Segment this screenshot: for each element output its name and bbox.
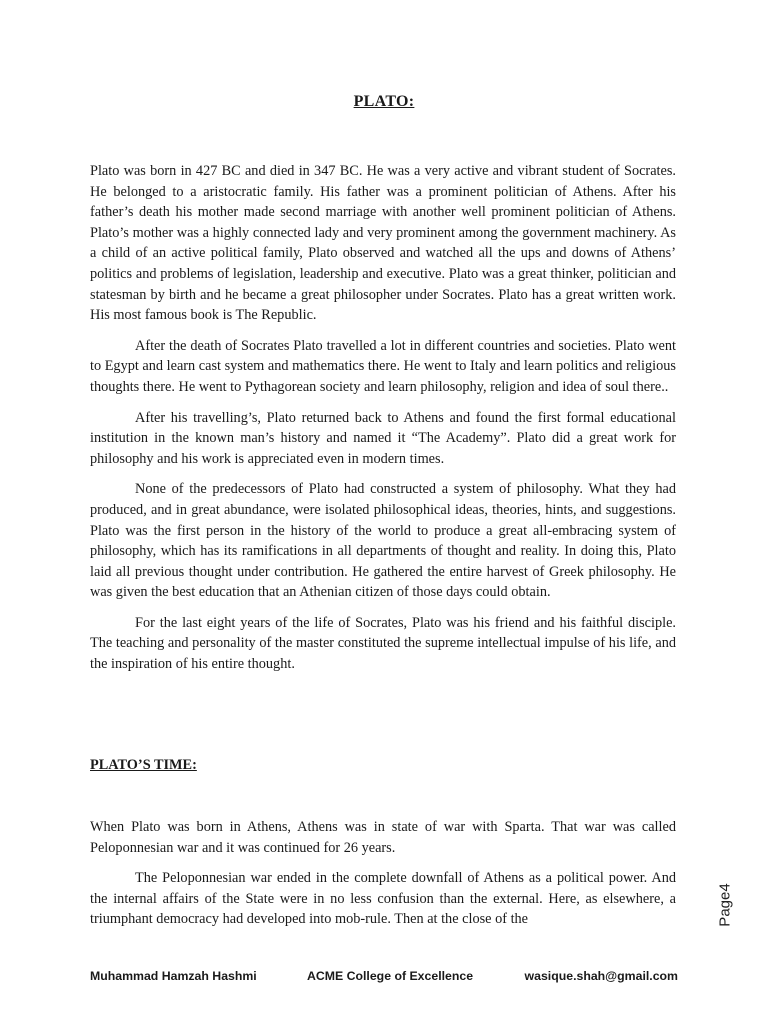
page-number-label: Page4 [716, 883, 734, 927]
paragraph: The Peloponnesian war ended in the complete downfall of Athens as a political power. And the internal affairs of the State were in no less confusion than the external. Here, as elsewhere, a triumphant democracy had developed into mob-rule. Then at the close of the [90, 870, 676, 928]
paragraph: When Plato was born in Athens, Athens was in state of war with Sparta. That war was called Peloponnesian war and it was continued for 26 years. [90, 819, 676, 856]
paragraph: Plato was born in 427 BC and died in 347 BC. He was a very active and vibrant student of Socrates. He belonged to a aristocratic family. His father was a prominent politician of Athens. After his father’s death his mother made second marriage with another well prominent politician of Athens. Plato’s mother was a highly connected lady and very prominent among the government machinery. As a child of an active political family, Plato observed and watched all the ups and downs of Athens’ politics and problems of legislation, leadership and executive. Plato was a great thinker, politician and statesman by birth and he became a great philosopher under Socrates. Plato has a great written work. His most famous book is The Republic. [90, 163, 676, 324]
paragraph: For the last eight years of the life of Socrates, Plato was his friend and his faithful disciple. The teaching and personality of the master constituted the supreme intellectual impulse of his life, and the inspiration of his entire thought. [90, 614, 676, 673]
page-title: PLATO: [353, 93, 415, 110]
footer-author: Muhammad Hamzah Hashmi [90, 969, 257, 983]
section-heading-platos-time: PLATO’S TIME: [90, 757, 197, 773]
paragraph: After his travelling’s, Plato returned back to Athens and found the first formal educational institution in the known man’s history and named it “The Academy”. Plato did a great work for philosophy and his work is appreciated even in modern times. [90, 409, 676, 467]
footer-email: wasique.shah@gmail.com [524, 969, 678, 983]
paragraph: After the death of Socrates Plato travelled a lot in different countries and societies. Plato went to Egypt and learn cast system and mathematics there. He went to Italy and learn politics and religious thoughts there. He went to Pythagorean society and learn philosophy, religion and idea of soul there.. [90, 337, 676, 395]
section-plato-body [90, 161, 676, 685]
paragraph: None of the predecessors of Plato had constructed a system of philosophy. What they had produced, and in great abundance, were isolated philosophical ideas, theories, hints, and suggestions. Plato was the first person in the history of the world to produce a great all-embracing system of philosophy, which has its ramifications in all departments of thought and reality. In doing this, Plato laid all previous thought under contribution. He gathered the entire harvest of Greek philosophy. He was given the best education that an Athenian citizen of those days could obtain. [90, 481, 676, 601]
page-number [710, 880, 740, 930]
section-platos-time-body [90, 817, 676, 940]
footer-college: ACME College of Excellence [307, 969, 474, 983]
